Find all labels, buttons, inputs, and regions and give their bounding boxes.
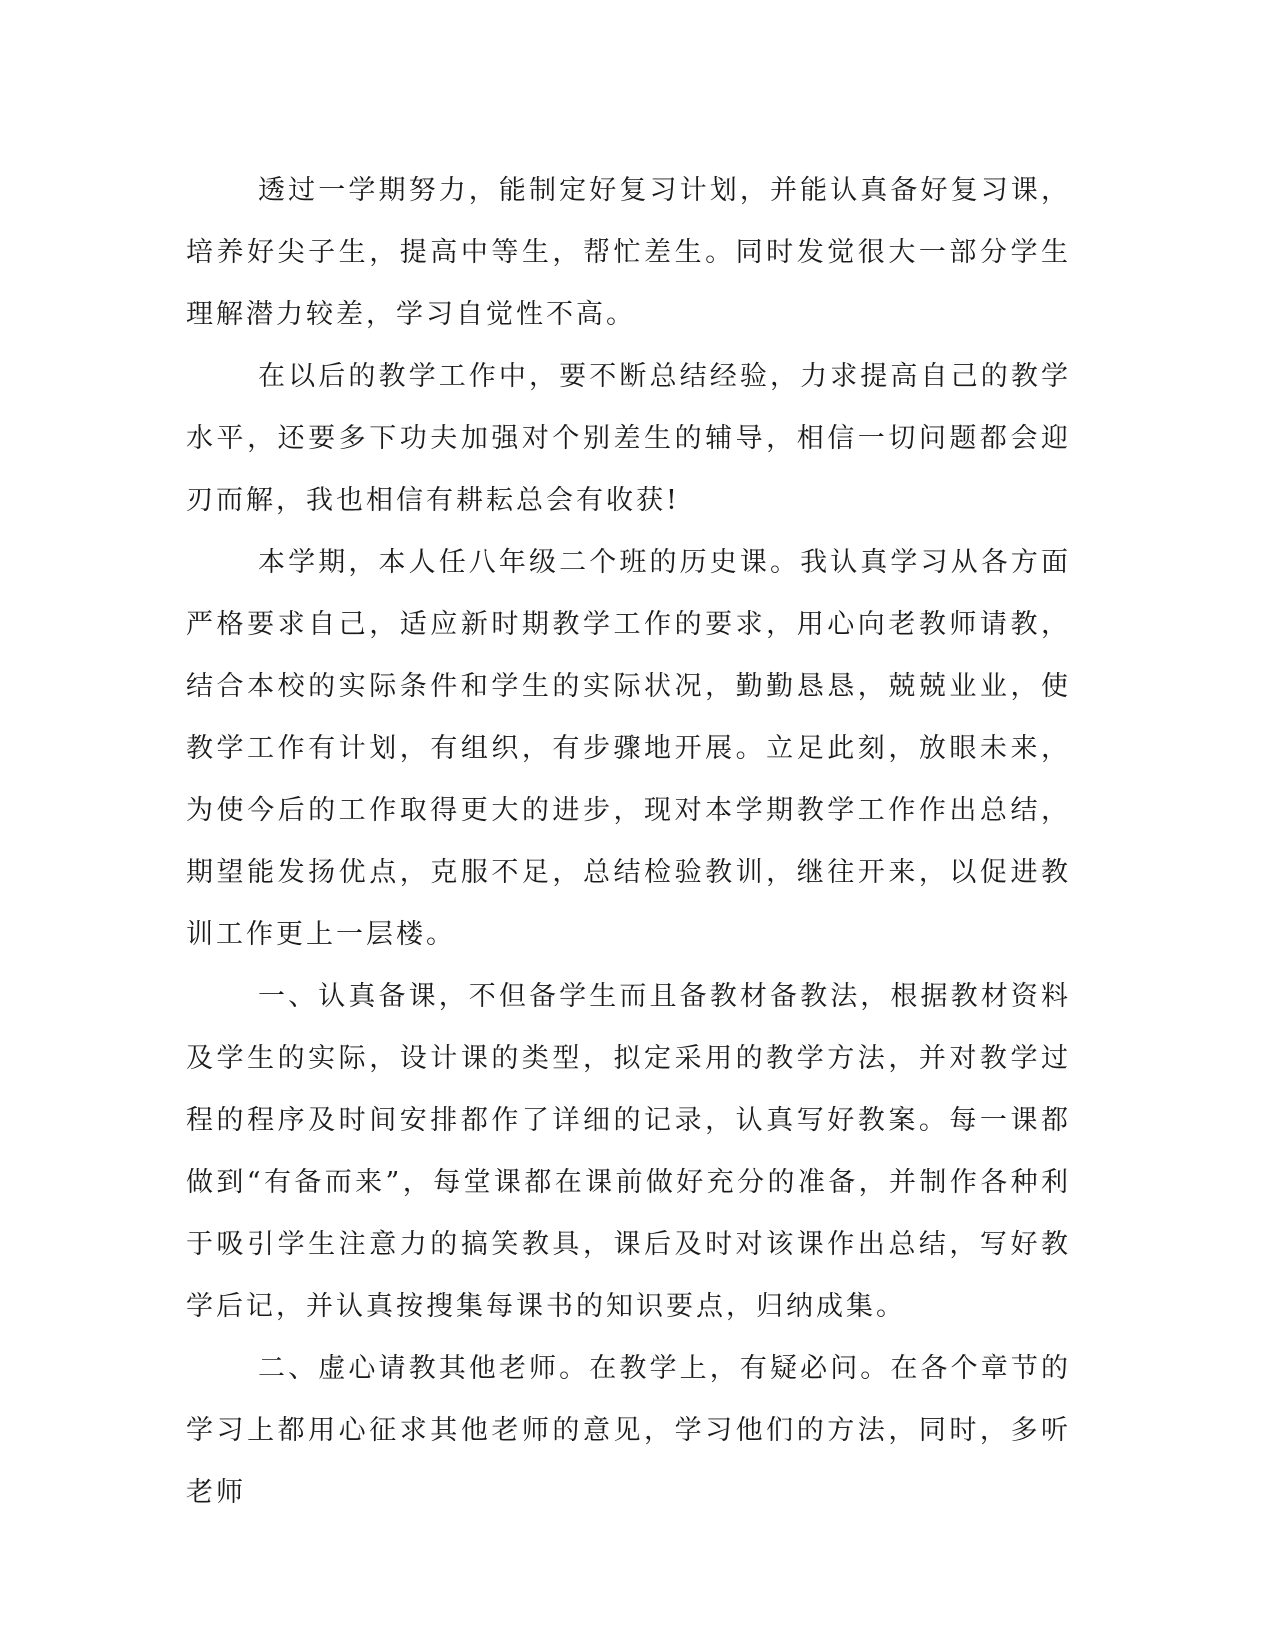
paragraph-4: 一、认真备课，不但备学生而且备教材备教法，根据教材资料及学生的实际，设计课的类型，拟定采用的教学方法，并对教学过程的程序及时间安排都作了详细的记录，认真写好教案。每一课都做到“有备而来”，每堂课都在课前做好充分的准备，并制作各种利于吸引学生注意力的搞笑教具，课后及时对该课作出总结，写好教学后记，并认真按搜集每课书的知识要点，归纳成集。 (186, 981, 1071, 1322)
paragraph-2: 在以后的教学工作中，要不断总结经验，力求提高自己的教学水平，还要多下功夫加强对个别差生的辅导，相信一切问题都会迎刃而解，我也相信有耕耘总会有收获! (186, 361, 1071, 516)
paragraph-3: 本学期，本人任八年级二个班的历史课。我认真学习从各方面严格要求自己，适应新时期教学工作的要求，用心向老教师请教，结合本校的实际条件和学生的实际状况，勤勤恳恳，兢兢业业，使教学工作有计划，有组织，有步骤地开展。立足此刻，放眼未来，为使今后的工作取得更大的进步，现对本学期教学工作作出总结，期望能发扬优点，克服不足，总结检验教训，继往开来，以促进教训工作更上一层楼。 (186, 547, 1071, 950)
document-body (186, 160, 1071, 1524)
paragraph-1: 透过一学期努力，能制定好复习计划，并能认真备好复习课，培养好尖子生，提高中等生，帮忙差生。同时发觉很大一部分学生理解潜力较差，学习自觉性不高。 (186, 175, 1071, 330)
paragraph-5: 二、虚心请教其他老师。在教学上，有疑必问。在各个章节的学习上都用心征求其他老师的意见，学习他们的方法，同时，多听老师 (186, 1353, 1071, 1508)
